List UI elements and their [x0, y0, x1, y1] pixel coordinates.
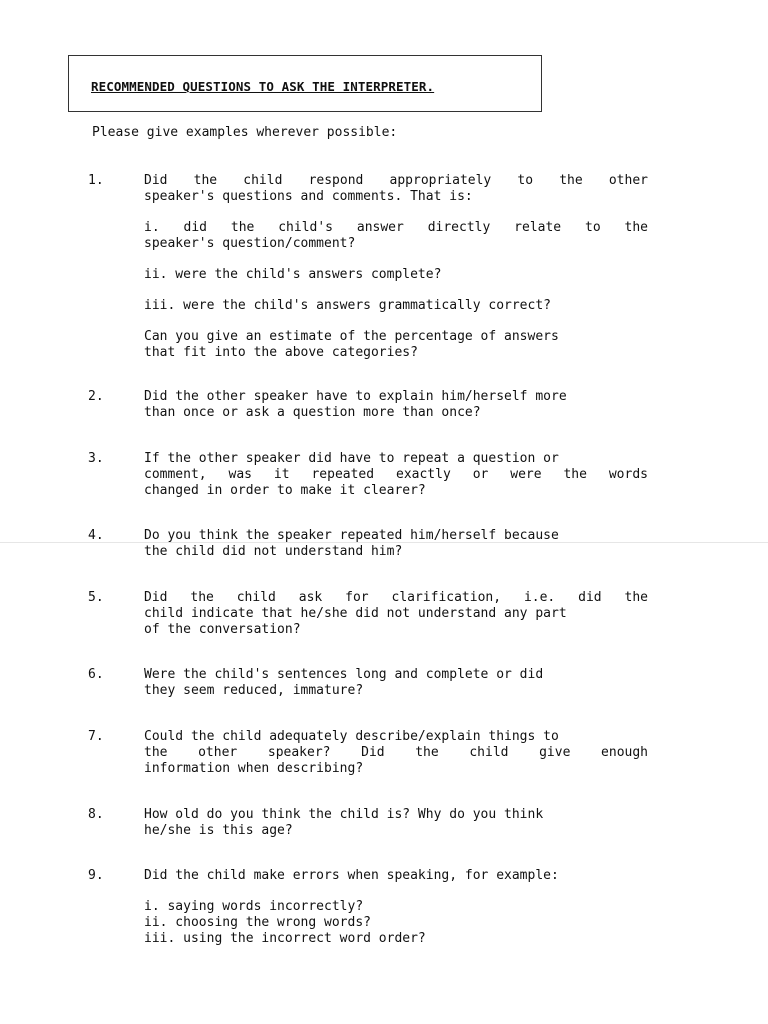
sub-item: [144, 220, 648, 252]
sub-line: i. did the child's answer directly relate to the: [144, 220, 648, 235]
question-line: speaker's questions and comments. That is:: [144, 189, 473, 204]
question-line: How old do you think the child is? Why do you think: [144, 807, 544, 822]
question-line: changed in order to make it clearer?: [144, 483, 426, 498]
intro-text: Please give examples wherever possible:: [92, 125, 398, 140]
question-body: [144, 868, 648, 947]
question-line: information when describing?: [144, 761, 364, 776]
question-line: Could the child adequately describe/explain things to: [144, 729, 559, 744]
sub-line: Can you give an estimate of the percentage of answers: [144, 329, 559, 344]
question-line: Did the child respond appropriately to the other: [144, 173, 648, 188]
question-number: 6.: [88, 667, 104, 682]
question-line: comment, was it repeated exactly or were the words: [144, 467, 648, 482]
question-line: than once or ask a question more than once?: [144, 405, 481, 420]
document-title: RECOMMENDED QUESTIONS TO ASK THE INTERPRETER.: [91, 79, 435, 94]
question-line: Did the child ask for clarification, i.e. did the: [144, 590, 648, 605]
question-number: 8.: [88, 807, 104, 822]
sub-line: that fit into the above categories?: [144, 345, 418, 360]
sub-line: speaker's question/comment?: [144, 236, 356, 251]
sub-line: iii. using the incorrect word order?: [144, 931, 426, 946]
question-line: he/she is this age?: [144, 823, 293, 838]
sub-item: [144, 267, 648, 283]
question-number: 1.: [88, 173, 104, 188]
question-line: Do you think the speaker repeated him/herself because: [144, 528, 559, 543]
question-line: child indicate that he/she did not understand any part: [144, 606, 567, 621]
question-line: the child did not understand him?: [144, 544, 403, 559]
sub-line: ii. choosing the wrong words?: [144, 915, 371, 930]
question-body: [144, 807, 648, 839]
sub-item: [144, 329, 648, 361]
question-number: 5.: [88, 590, 104, 605]
question-number: 7.: [88, 729, 104, 744]
question-line: Did the other speaker have to explain him/herself more: [144, 389, 567, 404]
sub-line: iii. were the child's answers grammatically correct?: [144, 298, 551, 313]
question-number: 2.: [88, 389, 104, 404]
question-number: 4.: [88, 528, 104, 543]
question-body: [144, 389, 648, 421]
question-line: If the other speaker did have to repeat a question or: [144, 451, 559, 466]
sub-line: i. saying words incorrectly?: [144, 899, 364, 914]
question-body: [144, 528, 648, 560]
question-line: Did the child make errors when speaking, for example:: [144, 868, 559, 883]
question-body: [144, 173, 648, 361]
question-line: Were the child's sentences long and complete or did: [144, 667, 544, 682]
question-body: [144, 590, 648, 638]
sub-item: [144, 298, 648, 314]
question-line: they seem reduced, immature?: [144, 683, 364, 698]
question-line: of the conversation?: [144, 622, 301, 637]
question-number: 9.: [88, 868, 104, 883]
question-body: [144, 667, 648, 699]
title-box: [68, 55, 542, 112]
question-body: [144, 729, 648, 777]
sub-list: [144, 899, 648, 947]
sub-line: ii. were the child's answers complete?: [144, 267, 442, 282]
question-number: 3.: [88, 451, 104, 466]
question-body: [144, 451, 648, 499]
question-line: the other speaker? Did the child give enough: [144, 745, 648, 760]
